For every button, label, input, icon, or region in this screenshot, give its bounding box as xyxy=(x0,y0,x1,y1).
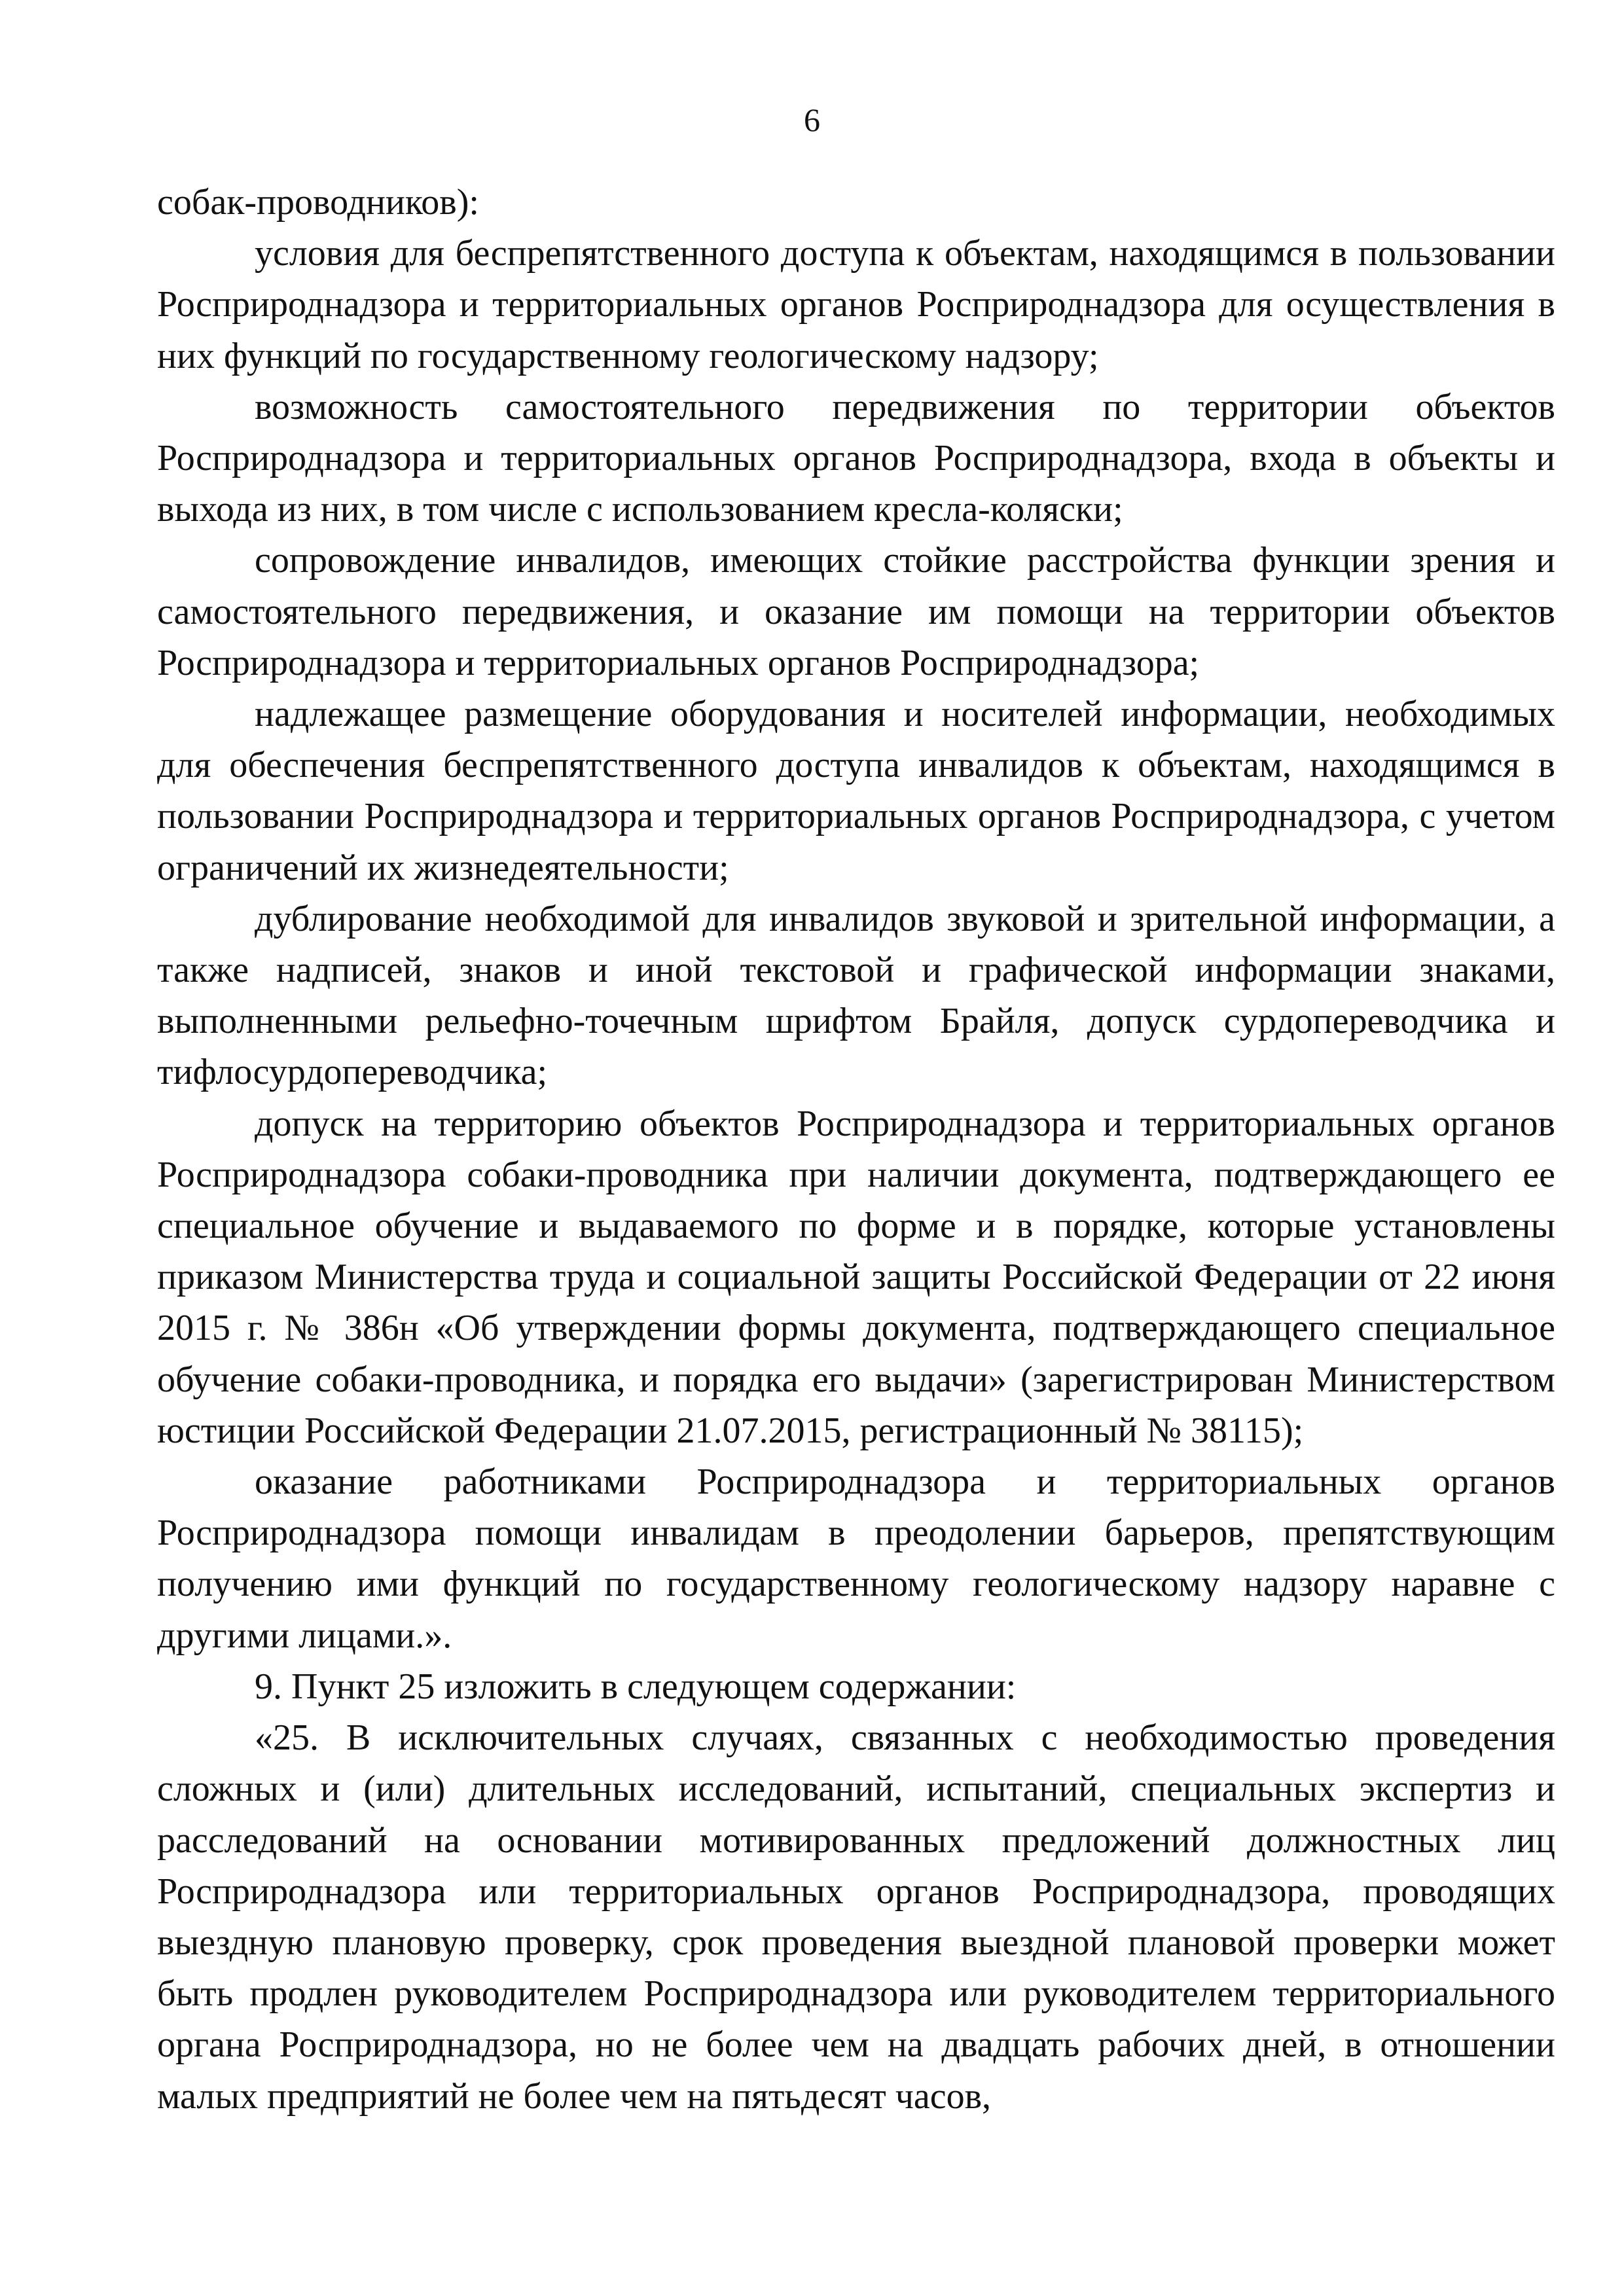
paragraph-escort-assistance: сопровождение инвалидов, имеющих стойкие расстройства функции зрения и самостоятельного передвижения, и оказание им помощи на территории объектов Росприроднадзора и территориальных органов Росприроднадзора; xyxy=(157,540,1555,683)
paragraph-barrier-free-access: условия для беспрепятственного доступа к объектам, находящимся в пользовании Росприроднадзора и территориальных органов Росприроднадзора для осуществления в них функций по государственному геологическому надзору; xyxy=(157,233,1555,376)
paragraph-information-duplication: дублирование необходимой для инвалидов звуковой и зрительной информации, а также надписей, знаков и иной текстовой и графической информации знаками, выполненными рельефно-точечным шрифтом Брайля, допуск сурдопереводчика и тифлосурдопереводчика; xyxy=(157,898,1555,1093)
document-body xyxy=(157,177,1555,2122)
paragraph-guide-dog-admission: допуск на территорию объектов Росприроднадзора и территориальных органов Росприроднадзора собаки-проводника при наличии документа, подтверждающего ее специальное обучение и выдаваемого по форме и в порядке, которые установлены приказом Министерства труда и социальной защиты Российской Федерации от 22 июня 2015 г. № 386н «Об утверждении формы документа, подтверждающего специальное обучение собаки-проводника, и порядка его выдачи» (зарегистрирован Министерством юстиции Российской Федерации 21.07.2015, регистрационный № 38115); xyxy=(157,1103,1555,1451)
paragraph-continuation: собак-проводников): xyxy=(157,182,479,223)
paragraph-staff-assistance: оказание работниками Росприроднадзора и территориальных органов Росприроднадзора помощи инвалидам в преодолении барьеров, препятствующим получению ими функций по государственному геологическому надзору наравне с другими лицами.». xyxy=(157,1462,1555,1656)
paragraph-item-25: «25. В исключительных случаях, связанных с необходимостью проведения сложных и (или) длительных исследований, испытаний, специальных экспертиз и расследований на основании мотивированных предложений должностных лиц Росприроднадзора или территориальных органов Росприроднадзора, проводящих выездную плановую проверку, срок проведения выездной плановой проверки может быть продлен руководителем Росприроднадзора или руководителем территориального органа Росприроднадзора, но не более чем на двадцать рабочих дней, в отношении малых предприятий не более чем на пятьдесят часов, xyxy=(157,1717,1555,2117)
page-number: 6 xyxy=(804,101,820,138)
paragraph-equipment-placement: надлежащее размещение оборудования и носителей информации, необходимых для обеспечения беспрепятственного доступа инвалидов к объектам, находящимся в пользовании Росприроднадзора и территориальных органов Росприроднадзора, с учетом ограничений их жизнедеятельности; xyxy=(157,694,1555,888)
paragraph-independent-movement: возможность самостоятельного передвижения по территории объектов Росприроднадзора и территориальных органов Росприроднадзора, входа в объекты и выхода из них, в том числе с использованием кресла-коляски; xyxy=(157,386,1555,530)
paragraph-item-9: 9. Пункт 25 изложить в следующем содержании: xyxy=(255,1666,1017,1707)
